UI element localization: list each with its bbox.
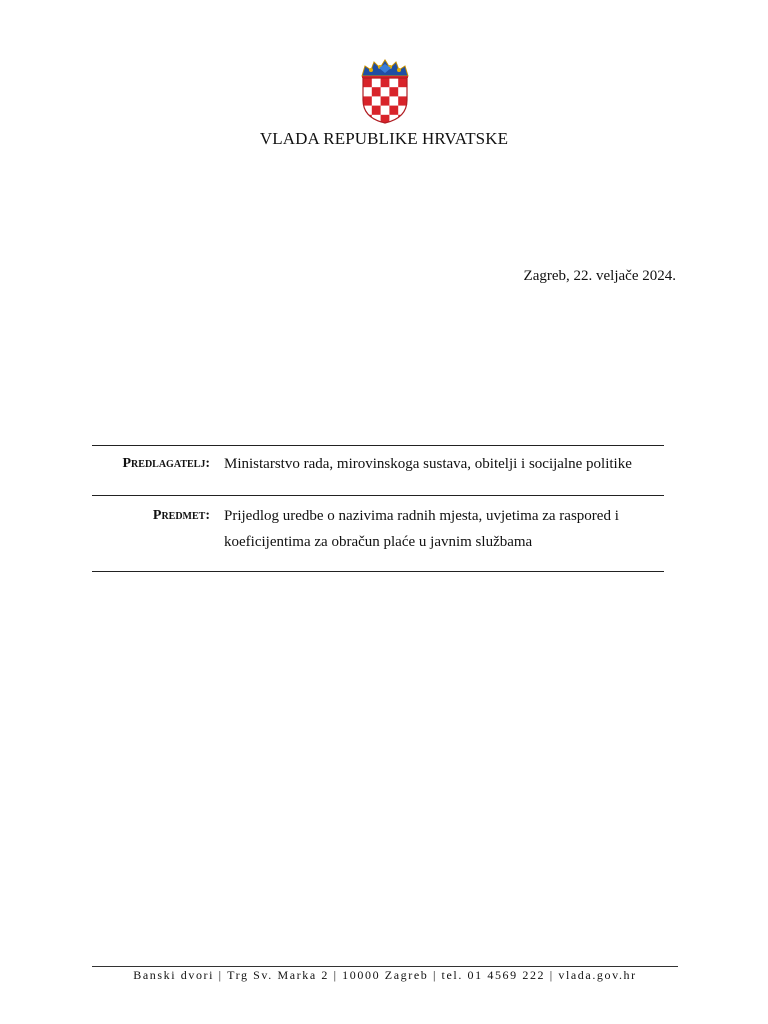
footer-contact-info: Banski dvori | Trg Sv. Marka 2 | 10000 Zagreb | tel. 01 4569 222 | vlada.gov.hr: [133, 968, 637, 982]
proposer-label: Predlagatelj:: [122, 456, 210, 471]
shield-red-square: [389, 87, 398, 96]
shield-red-square: [363, 96, 372, 105]
shield-red-square: [389, 106, 398, 115]
divider-bottom: [92, 571, 664, 572]
shield-red-square: [381, 96, 390, 105]
shield-red-square: [398, 96, 407, 105]
subject-label: Predmet:: [152, 508, 210, 523]
subject-value: Prijedlog uredbe o nazivima radnih mjesta, uvjetima za raspored i koeficijentima za obračun plaće u javnim službama: [224, 508, 619, 550]
divider-top: [92, 445, 664, 446]
shield-red-square: [363, 78, 372, 87]
shield-red-square: [372, 106, 381, 115]
shield-red-square: [372, 87, 381, 96]
croatian-coat-of-arms-icon: [359, 58, 411, 124]
crown: [362, 60, 408, 78]
proposer-value: Ministarstvo rada, mirovinskoga sustava, obitelji i socijalne politike: [224, 456, 632, 472]
checkerboard-shield: [363, 78, 407, 124]
shield-red-square: [381, 78, 390, 87]
footer-divider: [92, 966, 678, 967]
shield-red-square: [398, 78, 407, 87]
divider-middle: [92, 495, 664, 496]
document-date: Zagreb, 22. veljače 2024.: [523, 268, 676, 284]
government-title: VLADA REPUBLIKE HRVATSKE: [259, 129, 509, 148]
